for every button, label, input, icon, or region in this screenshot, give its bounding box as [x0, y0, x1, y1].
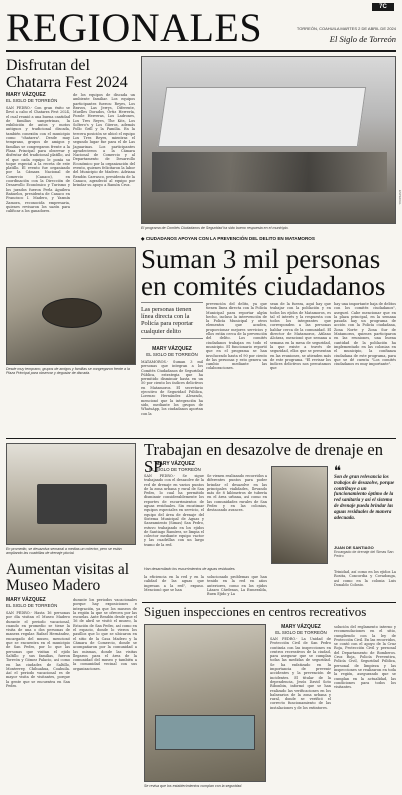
committees-headline: Suman 3 mil personas en comités ciudadanos [141, 244, 386, 301]
museum-byline [6, 598, 70, 608]
committees-col-2: prevención del delito, ya que tienen línea directa con la Policía Municipal para reportar algún hecho, incluso la intervención de la Policía Municipal y otros elementos que acuden, proporcionar mejores servicios y ellos están cerca de la prevención del delito. Los comités ciudadanos trabajan en todo el municipio. El funcionario reportó que en el programa se han involucrado hasta el 90 por ciento de las personas y esto genera un cambio mediante las colaboraciones. [206, 302, 267, 371]
chatarra-col-2: de los equipos de discada un ambiente familiar. Los equipos participantes fueron: Reyes, Los Bravos, Las Jerrys, Diferente, Muelles Dorados, Ortiz Herrería, Pozole Herreras, Los Ladrones, Los Tres Reyes, The Kits, Los Soltero's y Los Güeros, además Pollo Grill y la Familia. En la tercera posición se ubicó el equipo Los Tres Reyes, mientras el segundo lugar fue para el de Las Jaguarinas. Los participantes agradecieron a la Cámara Nacional de Comercio y al Departamento de Desarrollo Económico por la organización del evento, quienes felicitaron la labor del Municipio de Madero. Adriana Rendón Carrasco, presidenta de la Canaco, agradeció al equipo por brindar su apoyo a Ramón Cruz. [73, 93, 135, 188]
divider-2 [142, 602, 396, 603]
inspections-headline: Siguen inspecciones en centros recreativos [144, 604, 367, 619]
quote-mark-icon: ❝ [334, 463, 341, 478]
committees-col-1: MATAMOROS.- Suman 3 mil personas que integran a los Comités Ciudadanos de Seguridad Pública, estrategia que ha permitido disminuir hasta en un 50 por ciento los índices delictivos en Matamoros. El secretario ejecutivo de Seguridad Pública, Lorenzo Hernández Alvarado, mencionó que la integración ha sido, mediante los grupos de WhatsApp, los ciudadanos aportan con la [141, 360, 203, 416]
discada-photo-caption: Desde muy temprano, grupos de amigos y familias se congregaron frente a la Plaza Principal para observar y degustar de discada. [6, 367, 130, 376]
committees-author: MARY VÁZQUEZ [152, 346, 192, 352]
drainage-photo-1 [6, 443, 136, 545]
section-title: REGIONALES [6, 5, 263, 50]
museum-outlet: EL SIGLO DE TORREÓN [6, 603, 58, 608]
chatarra-author: MARY VÁZQUEZ [6, 92, 46, 98]
drainage-outlet: EL SIGLO DE TORREÓN [149, 467, 201, 472]
masthead-rule [6, 50, 396, 52]
inspections-col-2: solución del reglamento interno y recomendaciones en el sitio, cumpliendo con la ley de Protección Civil. En las recorridos, se contó con el apoyo de la Cruz Roja, Protección Civil y personal del Departamento de Bomberos. Cruz Roja, Policía Preventiva, Policía Civil, Seguridad Pública, personal de limpieza y las inspecciones se realizaron en toda la región, asegurando que se cumplan en la actualidad, las condiciones para todos los visitantes. [334, 625, 396, 690]
inspections-byline [270, 625, 332, 635]
committees-photo-caption: El programa de Comités Ciudadanos de Seguridad ha sido bueno respuesta en el municipio. [141, 226, 289, 230]
kicker-bullet-icon: ◆ [141, 236, 146, 241]
tent-shape [158, 87, 366, 147]
drainage-photo-2-caption: Han desarrollado los escurrimientos de aguas residuales. [144, 567, 236, 571]
drainage-headline: Trabajan en desazolve de drenaje en SP [144, 440, 383, 476]
committees-pull-quote: Las personas tienen línea directa con la Policía para reportar cualquier delito [141, 302, 203, 339]
drainage-photo-1-caption: En promedio, se desazolva semanal a medias un colector, pero se están ampliando las cuadrillas de drenaje pluvial. [6, 547, 122, 556]
discada-pan-shape [42, 298, 102, 328]
committees-kicker [141, 236, 396, 242]
committees-photo-credit: ESPECIAL [398, 190, 402, 205]
drainage-photo-2 [271, 466, 328, 564]
drainage-col-2: Se vienen realizando recorridos a diferentes puntos para poder brindar el desazolve en las principales vialidades, llevando más de 8 kilómetros de tubería en el área urbana, así como en las comunidades rurales de San Pedro y en las colonias, destacando avances. [207, 474, 267, 513]
museum-col-1: SAN PEDRO.- Hasta 16 personas por día visitan el Museo Madero durante el periodo vacacional, cuando en promedio se tiene la visita de una o dos personas de manera regular. Rafael Hernández, encargado del museo, mencionó que se encuentra en el municipio de San Pedro, por lo que las personas que visitan el ejido Saltillo y sus familias, fueron Torreón y Gómez Palacio, así como en las ciudades de Saltillo, Monterrey, Chihuahua, Coahuila. Así el periodo vacacional es de mayor visita de visitantes, porque la gente que se encuentra en San Pedro. [6, 611, 70, 689]
committees-byline [141, 347, 203, 357]
inspections-col-1: SAN PEDRO.- La Unidad de Protección Civil de San Pedro continúa con las inspecciones en centros recreativos de la ciudad, para asegurar que se cumplan todas las medidas de seguridad. Se ha enfatizado en la importancia de prevenir accidentes y la prevención de incidentes. El titular de la dependencia, Jesús David Soto Ribonbin, informó que se han realizado las verificaciones en los balnearios de la zona urbana y rural, donde se verificó el correcto funcionamiento de las instalaciones y de los extintores. [270, 637, 331, 710]
committees-outlet: EL SIGLO DE TORREÓN [146, 352, 198, 357]
pool-shape [155, 715, 255, 750]
chatarra-outlet: EL SIGLO DE TORREÓN [6, 98, 58, 103]
drainage-col-1: SAN PEDRO.- Se sigue trabajando con el desazolve de la red de drenaje en varios puntos de la zona urbana y rural de San Pedro, lo cual ha permitido disminuir considerablemente los reportes de escurrimientos de aguas residuales. Sin escatimar equipos especiales en servicio, el equipo del área de drenaje del Sistema Municipal de Aguas y Saneamiento (Simas) San Pedro, estuvo trabajando en los ejidos de Santiago Ramírez, se limpia el colector mediante equipo vactor y las cuadrillas con un largo tramo de la red. [144, 474, 204, 547]
inspections-photo [144, 624, 266, 782]
museum-headline: Aumentan visitas al Museo Madero [6, 561, 130, 594]
museum-author: MARY VÁZQUEZ [6, 597, 46, 603]
paper-logo: El Siglo de Torreón [329, 34, 396, 44]
drainage-author: MARY VÁZQUEZ [155, 461, 195, 467]
committees-photo [141, 56, 396, 224]
chatarra-col-1: SAN PEDRO.- Con gran éxito se llevó a cabo el Chatarra Fest 2024, el cual reunió a una buena cantidad de familias sampetrinas, la exhibición de autos y motos antiguos y tradicional discada, también conexión con el municipio como "chatarra". Desde muy temprano, grupos de amigos y familias se congregaron frente a la Plaza Principal para observar y disfrutar del tradicional platillo, así el que cada equipo le ponía su toque especial a la receta de este platillo. El evento fue organizado por la Cámara Nacional de Comercio (Canaco), en coordinación con la Dirección de Desarrollo Económico y Turismo y los jurados fueron Perla Aguilera Bañuelos, presidenta de Canaco en Francisco I. Madero, y Yazmín Zamora, reconocida empresaria, quienes revisaron los sazón para calificar a los ganadores. [6, 106, 70, 214]
drainage-col-5: Trinidad, así como en los ejidos La Rosita, Concordia y Covadonga, así como en la colonia Luis Donaldo Colosio. [334, 570, 396, 587]
drainage-col-3: la eficiencia en la red y en la calidad de las aguas que ingresan a la red", expuso. Mencionó que se han [144, 575, 204, 592]
truck-shape [37, 484, 107, 524]
drainage-col-4: solucionado problemas que han tenido en la red en años anteriores, como en los ejidos Lázaro Cárdenas, La Esmeralda, Buen Ejido y La [207, 575, 267, 597]
drainage-quote [334, 463, 396, 559]
drainage-quote-name: JUAN DE SANTIAGO [334, 545, 374, 550]
inspections-author: MARY VÁZQUEZ [281, 624, 321, 630]
drainage-quote-role: Encargado de drenaje del Simas San Pedro [334, 550, 394, 559]
divider-1 [6, 438, 396, 439]
inspections-outlet: EL SIGLO DE TORREÓN [275, 630, 327, 635]
crowd-shape [152, 152, 387, 192]
discada-photo [6, 247, 136, 365]
chatarra-headline: Disfrutan del Chatarra Fest 2024 [6, 57, 128, 91]
committees-col-4: hay una importante baja de delitos con los comités ciudadanos", aseguró. Cabe mencionar que en la plaza principal, en la semana pasada hay un programa de acción con la Policía ciudadana, Zona Norte y Zona Sur de Matamoros, quienes participaron en las reuniones, una buena cantidad de la población ha implementado en las colonias en el municipio, la confianza ciudadana de este programa, para que se dé cuenta "Los comités ciudadanos es muy importante". [334, 302, 396, 367]
committees-kicker-text: CIUDADANOS APOYAN CON LA PREVENCIÓN DEL DELITO EN MATAMOROS [145, 236, 315, 241]
inspections-photo-caption: Se revisa que los establecimientos cumplan con la seguridad. [144, 784, 243, 788]
committees-col-3: sean de la fuerza, aquí hay que trabajar con la población y en todos los ejidos de Matamoros, es tal el interés y la respuesta con todos los integrantes que corresponden a las personas hablar cerca de la comunidad. El director de Matamoros, Atilano Alcáraz, mencionó que semana a semana en la mesa de seguridad, la que existe a través de seguridad, ellos que se presentan en las reuniones, se atienden más de este programa. "El revisar los índices delictivos nos percatamos que [270, 302, 331, 371]
page-number: 7C [372, 3, 394, 11]
dateline: TORREÓN, COAHUILA MARTES 2 DE ABRIL DE 2024 [296, 26, 396, 31]
museum-col-2: durante los periodos vacacionales porque hay exposiciones e integración, ya que los museos de la región la que se ofrecen por las escuelas. Ante Rendón desde que el 16 de abril se visitó el museo, la Estación de San Pedro, así como en el espacio, donde lo vieron los pasillos que lo que se ubicaron en el sitio de la Casa Madero y la Cámara de Comercio, donde se acompañaron por la comunidad a las mismas, donde las visitas llegaron para el área de la comunidad del museo y también a la comunidad vecinal con sus organizaciones. [73, 598, 137, 671]
drainage-quote-text: Son de gran relevancia los trabajos de desazolve, porque contribuye a un funcionamiento óptimo de la red sanitaria y así el sistema de drenaje pueda brindar las aguas residuales de manera adecuada. [334, 475, 395, 521]
drainage-byline [144, 462, 206, 472]
